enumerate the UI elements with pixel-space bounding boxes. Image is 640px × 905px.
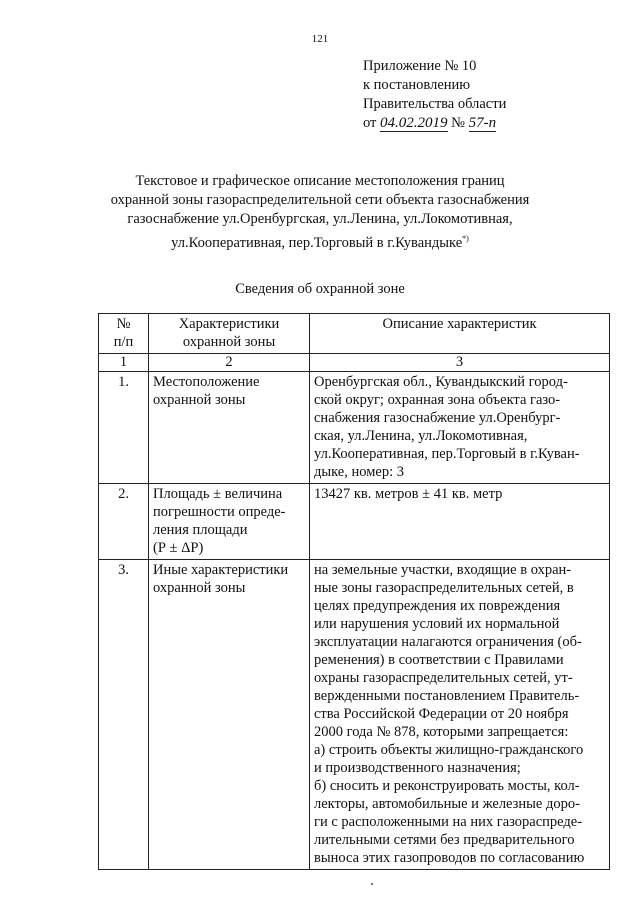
title-line-2: охранной зоны газораспределительной сети объекта газоснабжения xyxy=(110,192,530,208)
cell-line: 13427 кв. метров ± 41 кв. метр xyxy=(314,486,503,502)
table-row xyxy=(99,372,610,484)
cell-line: Местоположение xyxy=(153,374,260,390)
cell-line: ской округ; охранная зона объекта газо- xyxy=(314,392,561,408)
appendix-block xyxy=(363,57,623,133)
title-line-4-text: ул.Кооперативная, пер.Торговый в г.Кувандыке xyxy=(171,235,463,251)
date-prefix: от xyxy=(363,115,377,131)
cell-line: выноса этих газопроводов по согласованию xyxy=(314,850,585,866)
cell-line: погрешности опреде- xyxy=(153,504,286,520)
appendix-line-3: Правительства области xyxy=(363,96,507,112)
appendix-date-line xyxy=(363,114,623,133)
cell-line: ные зоны газораспределительных сетей, в xyxy=(314,580,574,596)
appendix-line-2: к постановлению xyxy=(363,77,471,93)
cell-line: ления площади xyxy=(153,522,248,538)
cell-line: (Р ± ΔР) xyxy=(153,540,204,556)
table-header-row xyxy=(99,314,610,354)
header-num xyxy=(99,314,149,354)
table-row xyxy=(99,484,610,560)
header-char-line-2: охранной зоны xyxy=(182,334,276,350)
row-characteristic xyxy=(149,560,310,870)
number-prefix: № xyxy=(451,115,465,131)
row-num: 2. xyxy=(99,484,149,560)
cell-line: ская, ул.Ленина, ул.Локомотивная, xyxy=(314,428,528,444)
scan-speck xyxy=(371,883,373,885)
title-line-4 xyxy=(90,229,550,253)
cell-line: а) строить объекты жилищно-гражданского xyxy=(314,742,584,758)
cell-line: на земельные участки, входящие в охран- xyxy=(314,562,572,578)
index-2: 2 xyxy=(149,354,310,372)
cell-line: лекторы, автомобильные и железные доро- xyxy=(314,796,580,812)
cell-line: 2000 года № 878, которыми запрещается: xyxy=(314,724,569,740)
header-description: Описание характеристик xyxy=(310,314,610,354)
cell-line: дыке, номер: 3 xyxy=(314,464,404,480)
row-num: 3. xyxy=(99,560,149,870)
handwritten-number: 57-п xyxy=(468,115,497,131)
table-index-row xyxy=(99,354,610,372)
section-title: Сведения об охранной зоне xyxy=(235,281,405,297)
cell-line: Оренбургская обл., Кувандыкский город- xyxy=(314,374,568,390)
document-title xyxy=(90,172,550,253)
cell-line: ременения) в соответствии с Правилами xyxy=(314,652,564,668)
header-characteristic xyxy=(149,314,310,354)
handwritten-date: 04.02.2019 xyxy=(380,115,448,131)
cell-line: вержденными постановлением Правитель- xyxy=(314,688,580,704)
cell-line: ул.Кооперативная, пер.Торговый в г.Куван- xyxy=(314,446,580,462)
table-row xyxy=(99,560,610,870)
cell-line: снабжения газоснабжение ул.Оренбург- xyxy=(314,410,561,426)
appendix-line-1: Приложение № 10 xyxy=(363,58,477,74)
cell-line: охранной зоны xyxy=(153,580,246,596)
index-3: 3 xyxy=(310,354,610,372)
cell-line: ства Российской Федерации от 20 ноября xyxy=(314,706,569,722)
footnote-mark: *) xyxy=(462,234,469,243)
cell-line: и производственного назначения; xyxy=(314,760,521,776)
cell-line: лительными сетями без предварительного xyxy=(314,832,575,848)
header-char-line-1: Характеристики xyxy=(178,316,280,332)
row-characteristic xyxy=(149,484,310,560)
cell-line: эксплуатации налагаются ограничения (об- xyxy=(314,634,582,650)
page-number: 121 xyxy=(311,33,329,45)
title-line-1: Текстовое и графическое описание местоположения границ xyxy=(135,173,505,189)
header-num-line-2: п/п xyxy=(113,334,134,350)
cell-line: Иные характеристики xyxy=(153,562,289,578)
header-num-line-1: № xyxy=(116,316,131,332)
row-description xyxy=(310,484,610,560)
cell-line: целях предупреждения их повреждения xyxy=(314,598,561,614)
cell-line: охранной зоны xyxy=(153,392,246,408)
cell-line: б) сносить и реконструировать мосты, кол- xyxy=(314,778,580,794)
cell-line: или нарушения условий их нормальной xyxy=(314,616,560,632)
cell-line: ги с расположенными на них газораспреде- xyxy=(314,814,583,830)
index-1: 1 xyxy=(99,354,149,372)
cell-line: охраны газораспределительных сетей, ут- xyxy=(314,670,573,686)
row-description xyxy=(310,560,610,870)
row-characteristic xyxy=(149,372,310,484)
cell-line: Площадь ± величина xyxy=(153,486,283,502)
title-line-3: газоснабжение ул.Оренбургская, ул.Ленина, ул.Локомотивная, xyxy=(127,211,513,227)
zone-info-table xyxy=(98,313,610,870)
row-num: 1. xyxy=(99,372,149,484)
row-description xyxy=(310,372,610,484)
